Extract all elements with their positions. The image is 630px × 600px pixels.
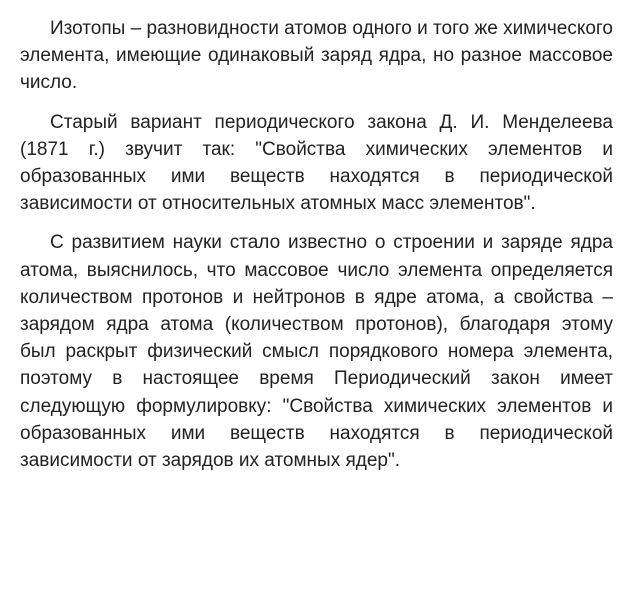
paragraph-isotopes-definition: Изотопы – разновидности атомов одного и того же химического элемента, имеющие одинаковый заряд ядра, но разное массовое число. [20, 18, 613, 94]
paragraph-old-periodic-law: Старый вариант периодического закона Д. И. Менделеева (1871 г.) звучит так: "Свойства химических элементов и образованных ими веществ находятся в периодической зависимости от относительных атомных масс элементов". [20, 111, 613, 215]
paragraph-modern-periodic-law: С развитием науки стало известно о строении и заряде ядра атома, выяснилось, что массовое число элемента определяется количеством протонов и нейтронов в ядре атома, а свойства – зарядом ядра атома (количеством протонов), благодаря этому был раскрыт физический смысл порядкового номера элемента, поэтому в настоящее время Периодический закон имеет следующую формулировку: "Свойства химических элементов и образованных ими веществ находятся в периодической зависимости от зарядов их атомных ядер". [20, 232, 613, 472]
